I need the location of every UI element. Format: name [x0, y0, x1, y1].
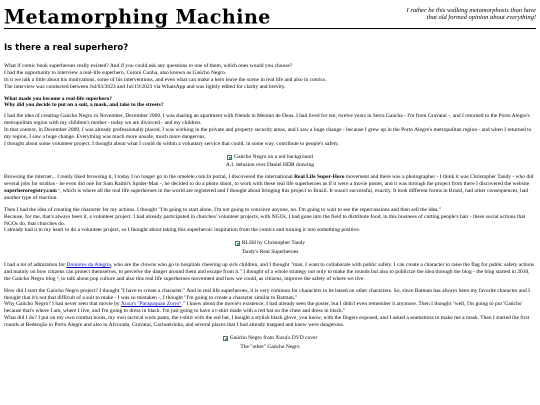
- answer-line: What did I do? I put on my own combat boots, my own tactical work pants, the t-shirt with the red bat, I bought a stylish black glove, you know, with the fingers exposed, and I asked a seamstress to make me a mask. Then I started the first rounds at Redenção in Porto Alegre and also in Alvorada, Gravataí, Cachoeirinha, and several places that I had already mapped and knew were dangerous.: [4, 315, 530, 328]
- intro-line: What if comic book superheroes really existed? And if you could ask any questions to one of them, which ones would you choose?: [4, 63, 293, 69]
- post-title: Is there a real superhero?: [4, 43, 129, 53]
- answer-paragraph: [4, 288, 536, 329]
- broken-image: [227, 154, 313, 161]
- xuxa-link[interactable]: Xuxa's "Parapaquan Zorro": [121, 301, 182, 308]
- image-alt-text: Gaúcho Negro from Xuxa's DVD cover: [229, 334, 318, 341]
- site-logo[interactable]: Metamorphing Machine: [4, 5, 271, 29]
- intro-line: I had the opportunity to interview a real-life superhero, Ceroni Cunha, also known as Gaúcho Negro.: [4, 69, 227, 76]
- figure-caption: The "other" Gaúcho Negro: [240, 343, 300, 350]
- answer-line: I had the idea of creating Gaúcho Negro in November, December 2009. I was sharing an apartment with friends in Menino de Deus. I had lived for ten, twelve years in Serra Gaúcha - I'm from Gravataí -, and I returned to the Porto Alegre's metropolitan region with my children's mother - today we are divorced - and my children.: [4, 113, 530, 127]
- broken-image-icon: [235, 241, 240, 246]
- answer-line: How did I start the Gaúcho Negro project? I thought "I have to create a character." And in real life superheroes, it is very common for characters to be based on other characters. So, since Batman has always been my favorite character and I thought that it's not that difficult of a suit to make - I was so mistaken -, I thought "I'm going to create a character similar to Batman.": [4, 287, 531, 301]
- figure-rlsh: [4, 240, 536, 256]
- image-alt-text: RLSH by Christopher Tandy: [241, 240, 306, 247]
- answer-text: , who are the clowns who go to hospitals cheering up sick children, and I thought "man, I want to collaborate with public safety. I can create a character to raise the flag for public safety actions and mainly on how citizens can protect themselves, to perceive the danger around them and escape from it." I thought of a whole strategy not only to make the rounds but also to publicize the idea through the blog - the blog started in 2010, the Gaúcho Negro blog ², to talk about pop culture and also this real life superheroes movement and how we could, as citizens, improve the safety of where we live.: [4, 262, 535, 282]
- doutores-link[interactable]: Doutores da Alegria: [66, 262, 111, 268]
- answer-paragraph: [4, 207, 536, 235]
- site-tagline: I rather be this walking metamorphosis than have that old formed opinion about everything!: [406, 7, 536, 22]
- answer-text: ¹, which is where all the real life superheroes in the world are registered and I thought about bringing this project to Brazil. It wasn't successful, exactly. It took different forms in Brazil, had other consequences, had another type of reaction.: [4, 188, 529, 201]
- answer-text: Why Gaúcho Negro? I had never seen that movie by: [4, 301, 121, 308]
- intro-section: [4, 63, 536, 91]
- bold-text: Real Life Super-Hero: [294, 174, 345, 181]
- interview-question: [4, 96, 536, 110]
- intro-line: In it we talk a little about his motivations, some of his interventions, and even what can make a hero leave the scene in real life and also in comics.: [4, 76, 327, 83]
- answer-line: I thought about some volunteer project. I thought about what I could do within a voluntary service that could, in some way, contribute to people's safety.: [4, 140, 339, 147]
- bold-text: superheroregistry.com: [4, 188, 57, 195]
- question-line: Why did you decide to put on a suit, a mask, and take to the streets?: [4, 102, 164, 109]
- figure-caption: A.I. delusion over Daniel HDR drawing: [225, 162, 315, 169]
- answer-line: I already had it in my heart to do a volunteer project, so I thought about taking this superheroic inspiration from the comics and turning it into something positive.: [4, 227, 361, 234]
- answer-paragraph: [4, 262, 536, 283]
- figure-xuxa: [4, 335, 536, 351]
- figure-caption: Tandy's Real Superheroes: [241, 249, 299, 256]
- intro-paragraph: [4, 63, 536, 91]
- answer-line: In that context, in December 2009, I was already professionally placed, I was working in the private and property security areas, and I saw a huge change - because I grew up in the Porto Alegre's metropolitan region - and when I returned to my region, I saw a huge change. Everything was much more unsafe, much more dangerous.: [4, 127, 532, 140]
- broken-image-icon: [227, 155, 232, 160]
- answer-line: Because, for me, that's always been it, a volunteer project. I had already participated in churches' volunteer projects, with NGOs, I had gone into the field to distribute food, in this business of cutting people's hair - these social actions that NGOs do, that churches do.: [4, 213, 526, 227]
- image-alt-text: Gaúcho Negro on a red background: [234, 153, 313, 160]
- answer-text: I had a lot of admiration for: [4, 262, 67, 268]
- broken-image: [235, 240, 305, 247]
- answer-text: movement and there was a photographer - I think it was Christopher Tandy - who did several jobs for studios - he even did one for Sam Raimi's Spider-Man -, he decided to do a photo shoot, to work with these real life superheroes as if it were a movie poster, and it was through the project from there I discovered the website: [4, 174, 534, 188]
- answer-text: ." I knew about the movie's existence, I had already seen the poster, but I didn't even remember it anymore. Then I thought "well, I'm going to put 'Gaúcho' because that's where I am, where I live, and I'm going to dress in black. I'm just going to have a t-shirt made with a red bat on the chest and dress in black.": [4, 301, 523, 315]
- question-line: What made you become a real-life superhero?: [4, 95, 112, 102]
- answer-paragraph: [4, 174, 536, 202]
- site-header: [4, 0, 536, 29]
- intro-line: The interview was conducted between Jul/03/2023 and Jul/19/2023 via WhatsApp and was lightly edited for clarity and brevity.: [4, 83, 286, 90]
- figure-gaucho-red: [4, 154, 536, 170]
- answer-paragraph: [4, 113, 536, 147]
- answer-text: Browsing the internet... I really liked browsing it, I today I no longer go to the omelete.com.br portal, I discovered the international: [4, 174, 295, 181]
- broken-image-icon: [223, 336, 228, 341]
- broken-image: [223, 335, 318, 342]
- answer-line: Then I had the idea of creating the character for my actions. I thought "I'm going to start alone, I'm not going to convince anyone, no. I'm going to wait to see the repercussions and then sell the idea.": [4, 206, 442, 213]
